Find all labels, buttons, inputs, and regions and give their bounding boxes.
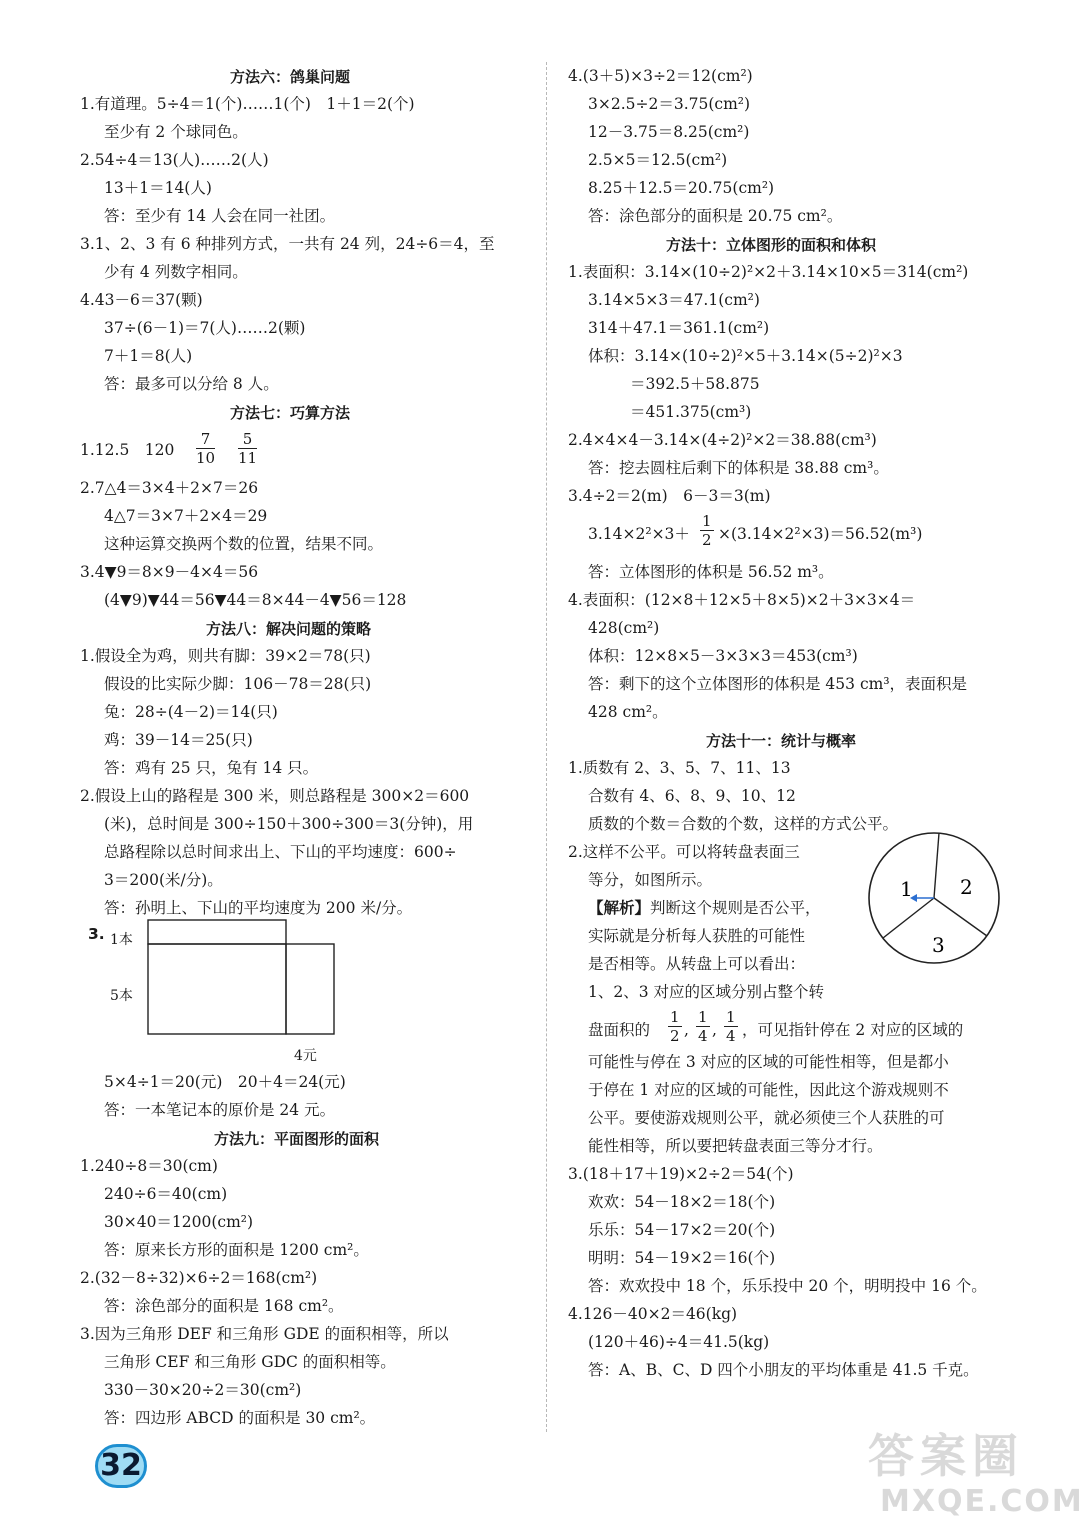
fraction-denominator: 2 bbox=[702, 531, 712, 549]
answer-line: 兔：28÷(4－2)＝14(只) bbox=[104, 703, 278, 721]
answer-line: 4.(3＋5)×3÷2＝12(cm²) bbox=[568, 67, 753, 85]
watermark bbox=[868, 1420, 1084, 1519]
answer-line: 答：欢欢投中 18 个，乐乐投中 20 个，明明投中 16 个。 bbox=[588, 1277, 987, 1295]
answer-line: 欢欢：54－18×2＝18(个) bbox=[588, 1193, 776, 1211]
question-number: 3. bbox=[88, 925, 105, 943]
spinner-divider bbox=[883, 898, 934, 938]
fraction bbox=[696, 1008, 710, 1045]
diagram-main-rect bbox=[148, 944, 286, 1034]
answer-line: 答：孙明上、下山的平均速度为 200 米/分。 bbox=[104, 899, 413, 917]
answer-line: 2.54÷4＝13(人)……2(人) bbox=[80, 151, 269, 169]
spinner-label-1: 1 bbox=[900, 877, 913, 901]
answer-line: 质数的个数＝合数的个数，这样的方式公平。 bbox=[588, 815, 899, 833]
answer-line: 8.25＋12.5＝20.75(cm²) bbox=[588, 179, 775, 197]
fraction-denominator: 2 bbox=[670, 1027, 680, 1045]
answer-line: 鸡：39－14＝25(只) bbox=[104, 731, 253, 749]
answer-line: 实际就是分析每人获胜的可能性 bbox=[588, 927, 806, 945]
watermark-url: MXQE.COM bbox=[880, 1484, 1084, 1519]
answer-line: 于停在 1 对应的区域的可能性，因此这个游戏规则不 bbox=[588, 1081, 949, 1099]
answer-line: 428 cm²。 bbox=[588, 703, 668, 721]
answer-line: 三角形 CEF 和三角形 GDC 的面积相等。 bbox=[104, 1353, 396, 1371]
column-divider bbox=[546, 62, 547, 1432]
answer-line: 1.240÷8＝30(cm) bbox=[80, 1157, 218, 1175]
answer-line: 公平。要使游戏规则公平，就必须使三个人获胜的可 bbox=[588, 1109, 945, 1127]
answer-line: 1.表面积：3.14×(10÷2)²×2＋3.14×10×5＝314(cm²) bbox=[568, 263, 969, 281]
answer-line: 至少有 2 个球同色。 bbox=[104, 123, 248, 141]
separator: , bbox=[712, 1021, 717, 1039]
answer-line: 答：A、B、C、D 四个小朋友的平均体重是 41.5 千克。 bbox=[588, 1361, 979, 1379]
answer-line: 答：鸡有 25 只，兔有 14 只。 bbox=[104, 759, 319, 777]
answer-line: (4▼9)▼44＝56▼44＝8×44－4▼56＝128 bbox=[104, 591, 407, 609]
answer-line: 答：原来长方形的面积是 1200 cm²。 bbox=[104, 1241, 369, 1259]
answer-line: 330－30×20÷2＝30(cm²) bbox=[104, 1381, 302, 1399]
answer-line: 2.4×4×4－3.14×(4÷2)²×2＝38.88(cm³) bbox=[568, 431, 877, 449]
answer-line: 4.43－6＝37(颗) bbox=[80, 291, 203, 309]
fraction-numerator: 1 bbox=[702, 512, 712, 530]
fraction bbox=[668, 1008, 682, 1045]
answer-line: 3.4▼9＝8×9－4×4＝56 bbox=[80, 563, 259, 581]
answer-line: 1.质数有 2、3、5、7、11、13 bbox=[568, 759, 791, 777]
fraction-denominator: 4 bbox=[698, 1027, 708, 1045]
fraction bbox=[700, 512, 714, 549]
answer-line: 4.表面积：(12×8＋12×5＋8×5)×2＋3×3×4＝ bbox=[568, 591, 916, 609]
diagram-label-5ben: 5本 bbox=[110, 988, 133, 1004]
section-title-pigeonhole: 方法六：鸽巢问题 bbox=[230, 68, 351, 86]
answer-line: 4.126－40×2＝46(kg) bbox=[568, 1305, 738, 1323]
spinner-diagram bbox=[864, 828, 1004, 968]
answer-line: 3.(18＋17＋19)×2÷2＝54(个) bbox=[568, 1165, 794, 1183]
spinner-divider bbox=[934, 898, 987, 936]
answer-line: 240÷6＝40(cm) bbox=[104, 1185, 228, 1203]
answer-line: 答：剩下的这个立体图形的体积是 453 cm³，表面积是 bbox=[588, 675, 968, 693]
answer-line: 3.14×5×3＝47.1(cm²) bbox=[588, 291, 760, 309]
answer-line: 合数有 4、6、8、9、10、12 bbox=[588, 787, 796, 805]
analysis-line bbox=[588, 898, 821, 918]
answer-line: 答：涂色部分的面积是 20.75 cm²。 bbox=[588, 207, 843, 225]
answer-line: 3.4÷2＝2(m) 6－3＝3(m) bbox=[568, 487, 771, 505]
answer-line: 3.因为三角形 DEF 和三角形 GDE 的面积相等，所以 bbox=[80, 1325, 449, 1343]
answer-line: 答：最多可以分给 8 人。 bbox=[104, 375, 279, 393]
section-title-clever-calc: 方法七：巧算方法 bbox=[230, 404, 351, 422]
answer-line: 5×4÷1＝20(元) 20＋4＝24(元) bbox=[104, 1073, 346, 1091]
answer-line: 总路程除以总时间求出上、下山的平均速度：600÷ bbox=[104, 843, 457, 861]
spinner-label-3: 3 bbox=[932, 933, 945, 957]
answer-line: 7＋1＝8(人) bbox=[104, 347, 193, 365]
answer-line: 4△7＝3×7＋2×4＝29 bbox=[104, 507, 268, 525]
answer-line: ，可见指针停在 2 对应的区域的 bbox=[742, 1021, 964, 1039]
answer-line: 能性相等，所以要把转盘表面三等分才行。 bbox=[588, 1137, 883, 1155]
watermark-logo: 答案圈 bbox=[868, 1429, 1024, 1483]
fraction-denominator: 10 bbox=[196, 449, 216, 467]
answer-line: 1.有道理。5÷4＝1(个)……1(个) 1＋1＝2(个) bbox=[80, 95, 415, 113]
fraction-numerator: 1 bbox=[698, 1008, 708, 1026]
fraction bbox=[238, 430, 257, 467]
answer-line: 2.这样不公平。可以将转盘表面三 bbox=[568, 843, 800, 861]
fraction-numerator: 5 bbox=[238, 430, 257, 449]
answer-line: 37÷(6－1)＝7(人)……2(颗) bbox=[104, 319, 306, 337]
answer-line: 答：立体图形的体积是 56.52 m³。 bbox=[588, 563, 834, 581]
diagram-extra-rect bbox=[286, 944, 334, 1034]
fraction bbox=[724, 1008, 738, 1045]
answer-line: 答：涂色部分的面积是 168 cm²。 bbox=[104, 1297, 344, 1315]
answer-line: 2.(32－8÷32)×6÷2＝168(cm²) bbox=[80, 1269, 318, 1287]
answer-line: 这种运算交换两个数的位置，结果不同。 bbox=[104, 535, 384, 553]
answer-line: 乐乐：54－17×2＝20(个) bbox=[588, 1221, 776, 1239]
analysis-text: 判断这个规则是否公平， bbox=[650, 899, 821, 917]
diagram-label-4yuan: 4元 bbox=[294, 1048, 317, 1064]
answer-line: 等分，如图所示。 bbox=[588, 871, 713, 889]
fraction-denominator: 4 bbox=[726, 1027, 736, 1045]
answer-line: 428(cm²) bbox=[588, 619, 660, 637]
spinner-label-2: 2 bbox=[960, 875, 973, 899]
answer-line: ＝392.5＋58.875 bbox=[630, 375, 760, 393]
rectangle-diagram bbox=[100, 916, 350, 1066]
fraction-numerator: 1 bbox=[726, 1008, 736, 1026]
diagram-top-rect bbox=[148, 920, 286, 944]
answer-line: 答：挖去圆柱后剩下的体积是 38.88 cm³。 bbox=[588, 459, 889, 477]
separator: , bbox=[684, 1021, 689, 1039]
answer-line: 答：至少有 14 人会在同一社团。 bbox=[104, 207, 336, 225]
answer-line: 3×2.5÷2＝3.75(cm²) bbox=[588, 95, 751, 113]
answer-line: 体积：3.14×(10÷2)²×5＋3.14×(5÷2)²×3 bbox=[588, 347, 903, 365]
answer-line: (米)，总时间是 300÷150＋300÷300＝3(分钟)，用 bbox=[104, 815, 474, 833]
answer-line: 1.假设全为鸡，则共有脚：39×2＝78(只) bbox=[80, 647, 371, 665]
spinner-divider bbox=[934, 833, 939, 898]
answer-line: 明明：54－19×2＝16(个) bbox=[588, 1249, 776, 1267]
answer-line: 1、2、3 对应的区域分别占整个转 bbox=[588, 983, 825, 1001]
answer-line: 3.14×2²×3＋ bbox=[588, 525, 690, 543]
answer-line: ＝451.375(cm³) bbox=[630, 403, 752, 421]
page-number-badge: 32 bbox=[95, 1444, 147, 1488]
answer-line: ×(3.14×2²×3)＝56.52(m³) bbox=[718, 525, 923, 543]
answer-line: 2.假设上山的路程是 300 米，则总路程是 300×2＝600 bbox=[80, 787, 470, 805]
answer-line: 体积：12×8×5－3×3×3＝453(cm³) bbox=[588, 647, 858, 665]
section-title-strategy: 方法八：解决问题的策略 bbox=[206, 620, 372, 638]
answer-line: 3.1、2、3 有 6 种排列方式，一共有 24 列，24÷6＝4，至 bbox=[80, 235, 495, 253]
answer-line: 3＝200(米/分)。 bbox=[104, 871, 223, 889]
answer-line: 30×40＝1200(cm²) bbox=[104, 1213, 254, 1231]
fraction-numerator: 7 bbox=[196, 430, 215, 449]
answer-line: 2.5×5＝12.5(cm²) bbox=[588, 151, 728, 169]
section-title-solid-figures: 方法十：立体图形的面积和体积 bbox=[666, 236, 877, 254]
answer-line: 12－3.75＝8.25(cm²) bbox=[588, 123, 750, 141]
diagram-label-1ben: 1本 bbox=[110, 932, 133, 948]
answer-line: 13＋1＝14(人) bbox=[104, 179, 212, 197]
answer-line: 2.7△4＝3×4＋2×7＝26 bbox=[80, 479, 259, 497]
answer-line: 是否相等。从转盘上可以看出： bbox=[588, 955, 806, 973]
answer-line: 盘面积的 bbox=[588, 1021, 651, 1039]
answer-line: 答：一本笔记本的原价是 24 元。 bbox=[104, 1101, 336, 1119]
section-title-statistics: 方法十一：统计与概率 bbox=[706, 732, 857, 750]
answer-line: (120＋46)÷4＝41.5(kg) bbox=[588, 1333, 770, 1351]
fraction bbox=[196, 430, 215, 467]
answer-line: 少有 4 列数字相同。 bbox=[104, 263, 248, 281]
answer-line: 可能性与停在 3 对应的区域的可能性相等，但是都小 bbox=[588, 1053, 949, 1071]
answer-line: 假设的比实际少脚：106－78＝28(只) bbox=[104, 675, 372, 693]
analysis-tag: 【解析】 bbox=[588, 899, 651, 917]
fraction-denominator: 11 bbox=[238, 449, 258, 467]
section-title-plane-area: 方法九：平面图形的面积 bbox=[214, 1130, 380, 1148]
answer-line: 314＋47.1＝361.1(cm²) bbox=[588, 319, 770, 337]
fraction-numerator: 1 bbox=[670, 1008, 680, 1026]
answer-line: 答：四边形 ABCD 的面积是 30 cm²。 bbox=[104, 1409, 376, 1427]
answer-line: 1.12.5 120 bbox=[80, 441, 175, 459]
